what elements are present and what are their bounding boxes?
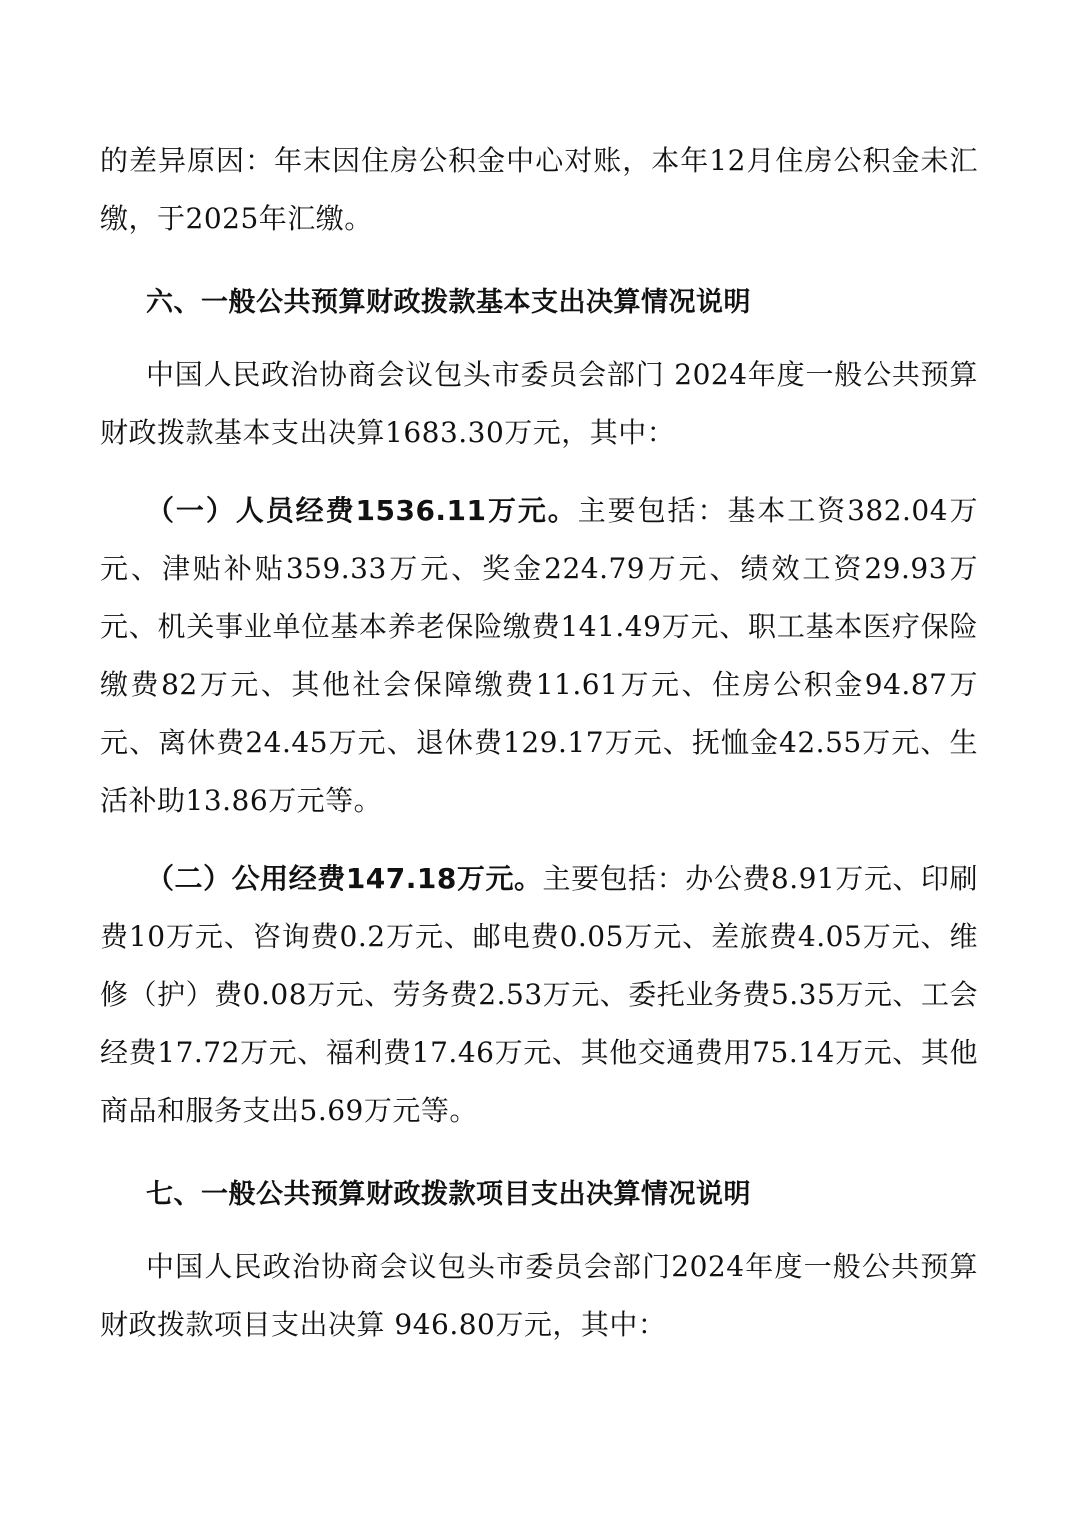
section-6-heading: 六、一般公共预算财政拨款基本支出决算情况说明 bbox=[146, 287, 751, 318]
personnel-expenses-label: （一）人员经费1536.11万元。 bbox=[146, 494, 578, 527]
public-expenses-label: （二）公用经费147.18万元。 bbox=[146, 862, 543, 895]
section-7-heading: 七、一般公共预算财政拨款项目支出决算情况说明 bbox=[146, 1179, 751, 1210]
continuation-paragraph: 的差异原因：年末因住房公积金中心对账，本年12月住房公积金未汇缴，于2025年汇缴。 bbox=[100, 144, 978, 235]
document-page bbox=[100, 132, 978, 1354]
personnel-expenses-paragraph bbox=[100, 482, 978, 830]
public-expenses-text: 主要包括：办公费8.91万元、印刷费10万元、咨询费0.2万元、邮电费0.05万元、差旅费4.05万元、维修（护）费0.08万元、劳务费2.53万元、委托业务费5.35万元、工会经费17.72万元、福利费17.46万元、其他交通费用75.14万元、其他商品和服务支出5.69万元等。 bbox=[100, 862, 978, 1127]
public-expenses-paragraph bbox=[100, 850, 978, 1140]
section-6-intro: 中国人民政治协商会议包头市委员会部门 2024年度一般公共预算财政拨款基本支出决算1683.30万元，其中： bbox=[100, 358, 978, 449]
section-7-intro: 中国人民政治协商会议包头市委员会部门2024年度一般公共预算财政拨款项目支出决算 946.80万元，其中： bbox=[100, 1250, 978, 1341]
personnel-expenses-text: 主要包括：基本工资382.04万元、津贴补贴359.33万元、奖金224.79万元、绩效工资29.93万元、机关事业单位基本养老保险缴费141.49万元、职工基本医疗保险缴费82万元、其他社会保障缴费11.61万元、住房公积金94.87万元、离休费24.45万元、退休费129.17万元、抚恤金42.55万元、生活补助13.86万元等。 bbox=[100, 494, 978, 817]
